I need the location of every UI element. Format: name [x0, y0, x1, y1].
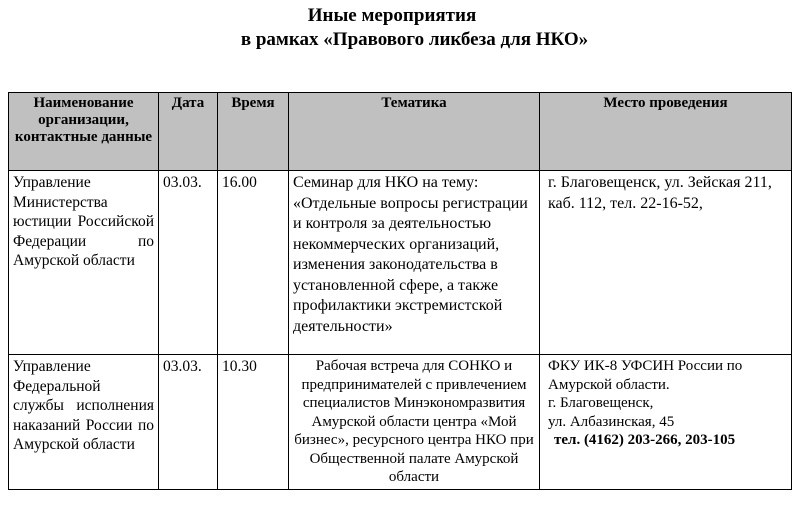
place-line: ул. Албазинская, 45	[548, 413, 675, 430]
cell-org: Управление Федеральной службы исполнения наказаний России по Амурской области	[9, 355, 159, 490]
table-row	[9, 171, 792, 355]
cell-org: Управление Министерства юстиции Российской Федерации по Амурской области	[9, 171, 159, 355]
title-line-1: Иные мероприятия	[307, 5, 477, 26]
cell-date: 03.03.	[159, 171, 218, 355]
cell-date: 03.03.	[159, 355, 218, 490]
cell-topic: Рабочая встреча для СОНКО и предпринимателей с привлечением специалистов Минэкономразвития Амурской области центра «Мой бизнес», ресурсного центра НКО при Общественной палате Амурской области	[289, 355, 540, 490]
page-title	[0, 4, 799, 52]
cell-time: 16.00	[218, 171, 289, 355]
header-org: Наименование организации, контактные данные	[9, 93, 159, 171]
header-date: Дата	[159, 93, 218, 171]
cell-topic: Семинар для НКО на тему: «Отдельные вопросы регистрации и контроля за деятельностью некоммерческих организаций, изменения законодательства в установленной сфере, а также профилактики экстремистской деятельности»	[289, 171, 540, 355]
events-table	[8, 92, 792, 490]
cell-place: г. Благовещенск, ул. Зейская 211, каб. 112, тел. 22-16-52,	[540, 171, 792, 355]
table-row	[9, 355, 792, 490]
cell-place	[540, 355, 792, 490]
table-header-row	[9, 93, 792, 171]
header-time: Время	[218, 93, 289, 171]
place-phone: тел. (4162) 203-266, 203-105	[554, 432, 736, 448]
header-topic: Тематика	[289, 93, 540, 171]
cell-time: 10.30	[218, 355, 289, 490]
place-line: ФКУ ИК-8 УФСИН России по Амурской области.	[548, 358, 743, 393]
place-line: г. Благовещенск,	[548, 395, 654, 411]
header-place: Место проведения	[540, 93, 792, 171]
title-line-2: в рамках «Правового ликбеза для НКО»	[240, 29, 589, 50]
